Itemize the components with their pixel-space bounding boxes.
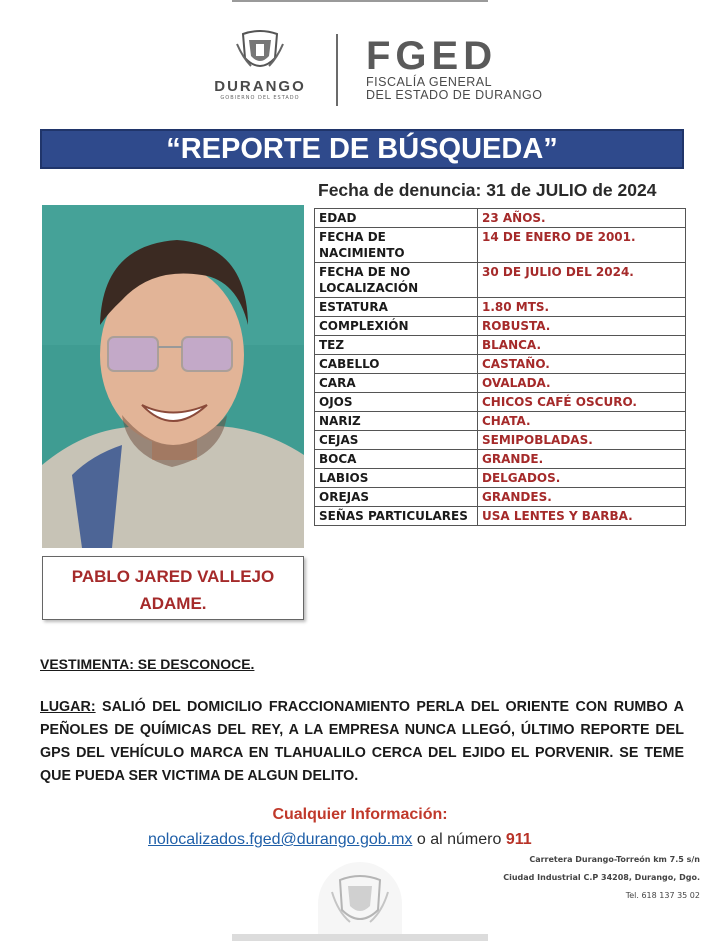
detail-label: OREJAS [315,488,478,507]
table-row [315,355,686,374]
detail-label: EDAD [315,209,478,228]
detail-value: DELGADOS. [478,469,686,488]
table-row [315,431,686,450]
table-row [315,488,686,507]
report-date: Fecha de denuncia: 31 de JULIO de 2024 [318,180,657,200]
detail-value: 30 DE JULIO DEL 2024. [478,263,686,298]
person-details-table [314,208,686,526]
durango-logo [195,30,325,110]
detail-label: CEJAS [315,431,478,450]
table-row [315,298,686,317]
detail-label: BOCA [315,450,478,469]
header-divider [336,34,338,106]
address-line1: Carretera Durango-Torreón km 7.5 s/n [529,855,700,864]
agency-address [503,851,700,905]
location-description [40,696,684,788]
person-portrait-illustration [42,205,304,548]
state-subtitle: GOBIERNO DEL ESTADO [220,95,300,101]
detail-label: SEÑAS PARTICULARES [315,507,478,526]
person-photo [42,205,304,548]
detail-value: GRANDES. [478,488,686,507]
detail-value: CASTAÑO. [478,355,686,374]
detail-value: SEMIPOBLADAS. [478,431,686,450]
table-row [315,393,686,412]
person-name-line1: PABLO JARED VALLEJO [71,567,275,586]
table-row [315,317,686,336]
detail-label: COMPLEXIÓN [315,317,478,336]
state-name: DURANGO [214,78,306,95]
table-row [315,209,686,228]
detail-value: 23 AÑOS. [478,209,686,228]
bottom-decor-bar [232,934,488,941]
detail-value: 1.80 MTS. [478,298,686,317]
table-row [315,507,686,526]
table-row [315,336,686,355]
bottom-crest [318,862,402,941]
person-name-line2: ADAME. [139,594,207,613]
contact-line [148,831,532,849]
clothing-note: VESTIMENTA: SE DESCONOCE. [40,656,255,672]
table-row [315,263,686,298]
address-line2: Ciudad Industrial C.P 34208, Durango, Dgo. [503,873,700,882]
durango-crest-icon [235,30,285,76]
detail-value: CHATA. [478,412,686,431]
detail-value: 14 DE ENERO DE 2001. [478,228,686,263]
contact-title: Cualquier Información: [272,806,448,823]
bottom-crest-icon [318,862,402,941]
detail-label: OJOS [315,393,478,412]
top-decor-line [232,0,488,6]
report-title-banner: “REPORTE DE BÚSQUEDA” [40,129,684,169]
detail-label: FECHA DE NACIMIENTO [315,228,478,263]
person-name-box [42,556,304,620]
table-row [315,450,686,469]
detail-label: CARA [315,374,478,393]
detail-value: USA LENTES Y BARBA. [478,507,686,526]
detail-label: NARIZ [315,412,478,431]
contact-connector: o al número [412,831,506,848]
detail-value: ROBUSTA. [478,317,686,336]
agency-acronym: FGED [366,34,498,78]
table-row [315,374,686,393]
location-text: SALIÓ DEL DOMICILIO FRACCIONAMIENTO PERLA DEL ORIENTE CON RUMBO A PEÑOLES DE QUÍMICAS DEL REY, A LA EMPRESA NUNCA LLEGÓ, ÚLTIMO REPORTE DEL GPS DEL VEHÍCULO MARCA EN TLAHUALILO CERCA DEL EJIDO EL PORVENIR. SE TEME QUE PUEDA SER VICTIMA DE ALGUN DELITO. [40,699,684,784]
agency-logo [366,36,543,102]
agency-name-line2: DEL ESTADO DE DURANGO [366,88,543,102]
location-label: LUGAR: [40,699,96,715]
detail-value: GRANDE. [478,450,686,469]
emergency-number: 911 [505,831,532,848]
detail-label: CABELLO [315,355,478,374]
detail-value: OVALADA. [478,374,686,393]
detail-label: LABIOS [315,469,478,488]
detail-label: FECHA DE NO LOCALIZACIÓN [315,263,478,298]
detail-label: TEZ [315,336,478,355]
table-row [315,469,686,488]
detail-value: BLANCA. [478,336,686,355]
address-phone: Tel. 618 137 35 02 [625,891,700,900]
table-row [315,412,686,431]
contact-email-link[interactable]: nolocalizados.fged@durango.gob.mx [148,831,413,848]
table-row [315,228,686,263]
detail-value: CHICOS CAFÉ OSCURO. [478,393,686,412]
agency-name-line1: FISCALÍA GENERAL [366,75,493,89]
detail-label: ESTATURA [315,298,478,317]
